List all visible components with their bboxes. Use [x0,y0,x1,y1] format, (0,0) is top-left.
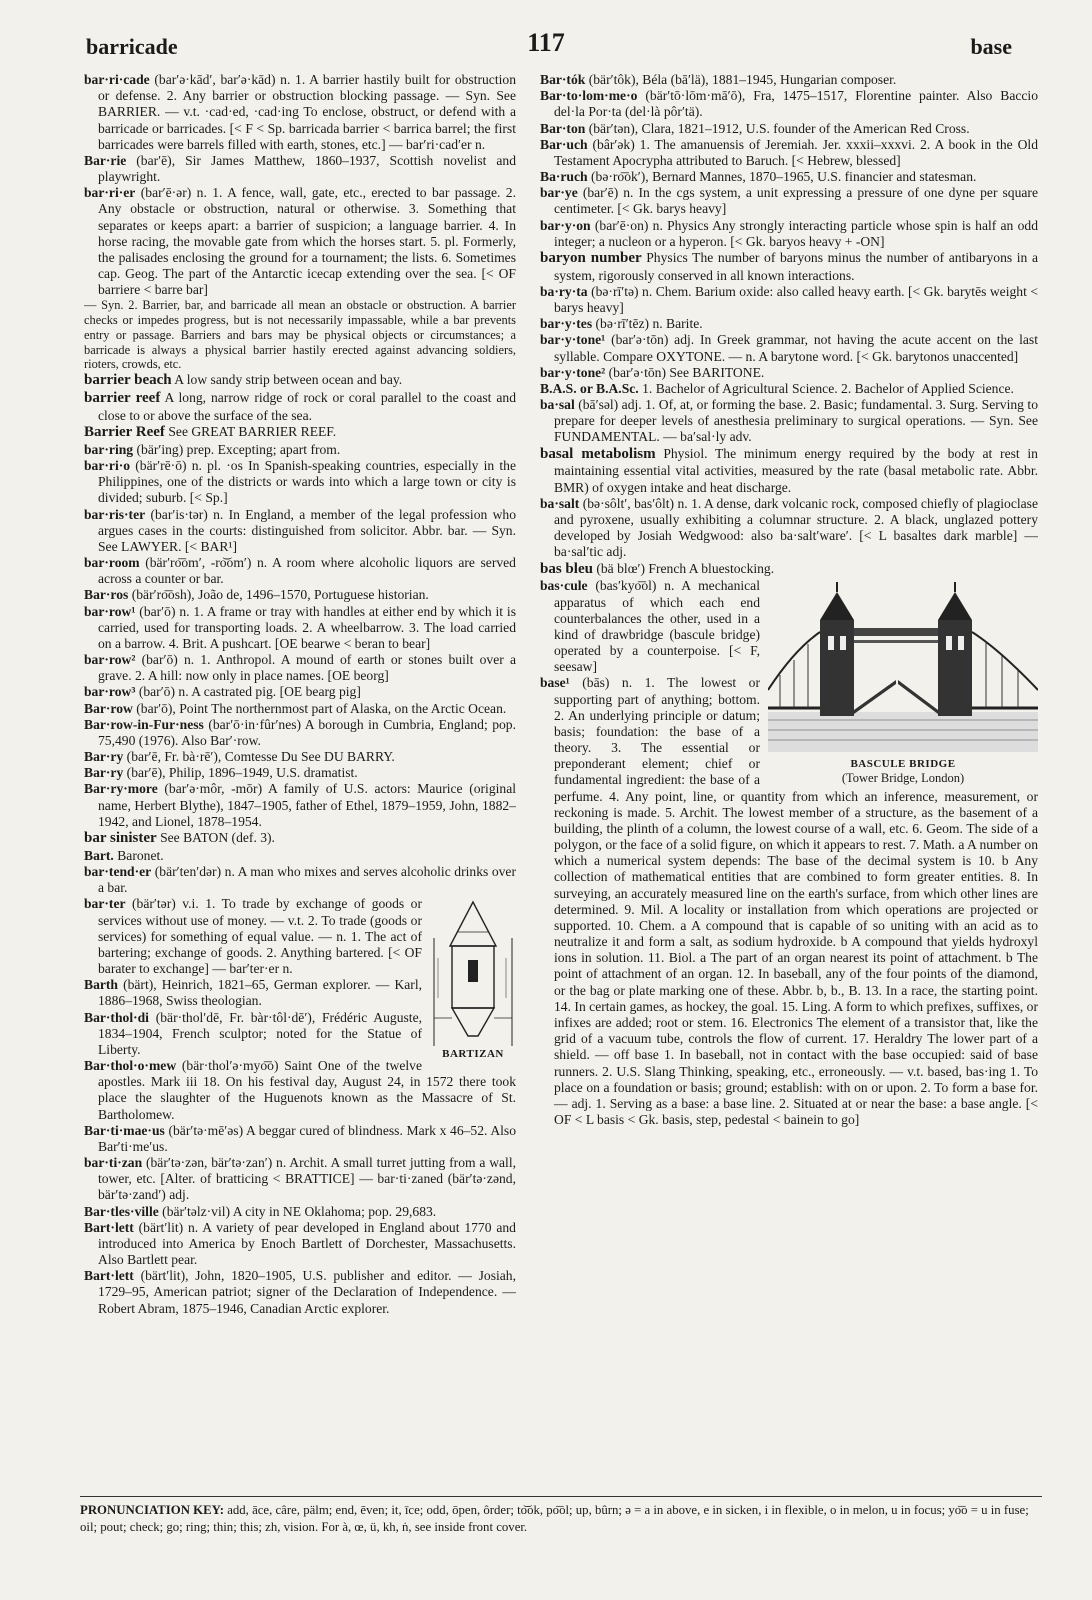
entry: bar·y·tone¹ (bar′ə·tōn) adj. In Greek grammar, not having the acute accent on the last syllable. Compare OXYTONE. — n. A barytone word. [< Gk. barytonos unaccented] [540,332,1038,364]
page-number: 117 [527,28,565,57]
entry: bas·cule (bas′kyo͞ol) n. A mechanical apparatus of which each end counterbalances the other, used in a kind of drawbridge (bascule bridge) operated by a counterpoise. [< F, seesaw] [540,578,760,675]
tower-bridge-illustration [768,580,1038,758]
entry: bar·y·tes (bə·rī′tēz) n. Barite. [540,316,703,332]
bartizan-caption: BARTIZAN [442,1048,504,1061]
entry: bas bleu (bä blœ′) French A bluestocking. [540,560,775,577]
entry: bar·room (bär′ro͞om′, -ro͝om′) n. A room where alcoholic liquors are served across a counter or bar. [84,555,516,587]
entry: Bar·thol·o·mew (bär·thol′ə·myo͞o) Saint One of the twelve apostles. Mark iii 18. On his festival day, August 24, in 1572 there took place the slaughter of the Huguenots known as the Massacre of St. Bartholomew. [84,1058,516,1122]
entry: baryon number Physics The number of baryons minus the number of antibaryons in a system, rigorously conserved in all known interactions. [540,249,1038,283]
entry: bar·ris·ter (bar′is·tər) n. In England, a member of the legal profession who argues cases in the courts: distinguished from solicitor. Abbr. bar. — Syn. See LAWYER. [< BAR¹] [84,506,516,554]
entry: Bar·ry (bar′ē, Fr. bà·rē′), Comtesse Du See DU BARRY. [84,749,395,765]
entry: bar·y·tone² (bar′ə·tōn) See BARITONE. [540,364,765,380]
entry: Bar·uch (bâr′ək) 1. The amanuensis of Jeremiah. Jer. xxxii–xxxvi. 2. A book in the Old Testament Apocrypha attributed to Baruch. [< Hebrew, blessed] [540,136,1038,168]
entry: Barrier Reef See GREAT BARRIER REEF. [84,424,337,441]
bascule-caption: BASCULE BRIDGE [850,758,956,771]
guide-word-left: barricade [86,34,178,59]
entry: Bar·row (bar′ō), Point The northernmost part of Alaska, on the Arctic Ocean. [84,700,507,716]
bascule-figure [768,580,1038,786]
entry: Bar·ros (bär′ro͞osh), João de, 1496–1570, Portuguese historian. [84,587,429,603]
bartizan-illustration [430,898,516,1048]
entry: bar·y·on (bar′ē·on) n. Physics Any strongly interacting particle whose spin is half an odd integer; a nucleon or a hyperon. [< Gk. baryos heavy + -ON] [540,217,1038,249]
entry: Bar·ry (bar′ē), Philip, 1896–1949, U.S. dramatist. [84,765,358,781]
entry: ba·ry·ta (bə·rī′tə) n. Chem. Barium oxide: also called heavy earth. [< Gk. barytēs weight < barys heavy] [540,283,1038,316]
entry: Bar·ry·more (bar′ə·môr, -mōr) A family of U.S. actors: Maurice (original name, Herbert Blythe), 1847–1905, father of Ethel, 1879–1959, John, 1882–1942, and Lionel, 1878–1954. [84,781,516,829]
page-header [80,24,1012,68]
pronunciation-key [80,1496,1042,1535]
entry: bar·ri·cade (bar′ə·kād′, bar′ə·kād) n. 1. A barrier hastily built for obstruction or defense. 2. Any barrier or obstruction blocking passage. — Syn. See BARRIER. — v.t. ·cad·ed, ·cad·ing To enclose, obstruct, or defend with a barricade or barricades. [< F < Sp. barricada barrier < barrica barrel; the first barricades were barrels filled with earth, stones, etc.] — bar′ri·cad′er n. [84,72,516,152]
entry: Bar·row-in-Fur·ness (bar′ō·in·fûr′nes) A borough in Cumbria, England; pop. 75,490 (1976). Also Bar′·row. [84,716,516,748]
entry: ba·salt (bə·sôlt′, bas′ôlt) n. 1. A dense, dark volcanic rock, composed chiefly of plagioclase and pyroxene, usually exhibiting a columnar structure. 2. A black, unglazed pottery developed by Josiah Wedgwood: also ba·salt′ware′. [< L basaltes dark marble] — ba·sal′tic adj. [540,495,1038,560]
entry: bar·ter (bär′tər) v.i. 1. To trade by exchange of goods or services without use of money. — v.t. 2. To trade (goods or services) for something of equal value. — n. 1. The act of bartering; exchange of goods. 2. Anything bartered. [< OF barater to exchange] — bar′ter·er n. [84,896,422,977]
synonym-note: — Syn. 2. Barrier, bar, and barricade all mean an obstacle or obstruction. A barrier checks or impedes progress, but is not necessarily impassable, while a bar prevents entry or passage. Barriers and bars may be physical objects or circumstances; a barricade is always a physical barrier hastily erected against advancing soldiers, rioters, crowds, etc. [84,298,516,372]
entry: bar·row³ (bar′ō) n. A castrated pig. [OE bearg pig] [84,684,361,700]
entry: bar·tend·er (bär′ten′dər) n. A man who mixes and serves alcoholic drinks over a bar. [84,864,516,896]
guide-word-right: base [970,34,1012,59]
entry: basal metabolism Physiol. The minimum energy required by the body at rest in maintaining essential vital activities, measured by the rate (basal metabolic rate. Abbr. BMR) of oxygen intake and heat discharge. [540,445,1038,495]
right-column [540,72,1038,1492]
entry: Ba·ruch (bə·ro͞ok′), Bernard Mannes, 1870–1965, U.S. financier and statesman. [540,169,977,185]
entry: bar·row² (bar′ō) n. 1. Anthropol. A mound of earth or stones built over a grave. 2. A hill: now only in place names. [OE beorg] [84,652,516,684]
entry: bar·ri·er (bar′ē·ər) n. 1. A fence, wall, gate, etc., erected to bar passage. 2. Any obstacle or obstruction, natural or otherwise. 3. Something that separates or keeps apart: a barrier of suspicion; a language barrier. 4. In horse racing, the movable gate from which the horses start. 5. pl. Formerly, the palisades enclosing the ground for a tournament; the lists. 6. Sometimes cap. Geog. The part of the Antarctic icecap extending over the sea. [< OF barriere < barre bar] [84,185,516,298]
entry: bar·row¹ (bar′ō) n. 1. A frame or tray with handles at either end by which it is carried, used for transporting loads. 2. A wheelbarrow. 3. The load carried on a barrow. 4. Brit. A pushcart. [OE bearwe < beran to bear] [84,603,516,651]
entry: bar·ti·zan (bär′tə·zən, bär′tə·zan′) n. Archit. A small turret jutting from a wall, tower, etc. [Alter. of bratticing < BRATTICE] — bar·ti·zaned (bär′tə·zənd, bär′tə·zand′) adj. [84,1155,516,1203]
entry: ba·sal (bā′səl) adj. 1. Of, at, or forming the base. 2. Basic; fundamental. 3. Surg. Serving to prepare for deeper levels of anesthesia preliminary to surgical operations. — Syn. See FUNDAMENTAL. — ba′sal·ly adv. [540,397,1038,445]
entry: Bar·to·lom·me·o (bär′tō·lōm·mā′ō), Fra, 1475–1517, Florentine painter. Also Baccio del·la Por·ta (del·là pôr′tä). [540,88,1038,120]
entry: Bar·tók (bär′tôk), Béla (bā′lä), 1881–1945, Hungarian composer. [540,72,897,87]
entry: barrier beach A low sandy strip between ocean and bay. [84,372,403,389]
entry: Bar·rie (bar′ē), Sir James Matthew, 1860–1937, Scottish novelist and playwright. [84,152,516,185]
entry: bar·ri·o (bär′rē·ō) n. pl. ·os In Spanish-speaking countries, especially in the Philippines, one of the districts or wards into which a large town or city is divided; suburb. [< Sp.] [84,458,516,506]
entry: Bar·ton (bär′tən), Clara, 1821–1912, U.S. founder of the American Red Cross. [540,120,970,136]
entry: Bart. Baronet. [84,847,164,863]
pronunciation-key-label: PRONUNCIATION KEY: [80,1503,224,1517]
entry: bar sinister See BATON (def. 3). [84,829,275,846]
entry: base¹ (bās) n. 1. The lowest or supporting part of anything; bottom. 2. An underlying principle or datum; basis; foundation: the base of a theory. 3. The essential or preponderant element; chief or fundamental ingredient: the base of a perfume. 4. Any point, line, or quantity from which an inference, measurement, or reckoning is made. 5. Archit. The lowest member of a structure, as the basement of a building, the plinth of a column, the lowest course of a wall, etc. 6. Geom. The side of a polygon, or the face of a solid figure, on which it appears to rest. 7. Math. a A number on which a numerical system depends: The base of the decimal system is 10. b Any collection of mathematical entities that are combined to form greater entities. 8. In surveying, an accurately measured line on the earth's surface, from which other lines are determined. 9. Mil. A locality or installation from which operations are projected or supported. 10. Chem. a A compound that is capable of so uniting with an acid as to neutralize it and form a salt, as sodium hydroxide. b A compound that yields hydroxyl ions in solution. 11. Biol. a The part of an organ nearest its point of attachment. b The point of attachment of an organ. 12. In baseball, any of the four points of the diamond, or the bag or plate marking one of these. Abbr. b, b., B. 13. In a race, the starting point. 14. In certain games, as hockey, the goal. 15. Ling. A form to which prefixes, suffixes, or infixes are added; root or stem. 16. Electronics The element of a transistor that, like the grid of a vacuum tube, controls the flow of current. 17. Heraldry The lower part of a shield. — off base 1. In baseball, not in contact with the base occupied: said of base runners. 2. U.S. Slang Thinking, speaking, etc., erroneously. — v.t. based, bas·ing 1. To place on a foundation or basis; ground; establish: with on or upon. 2. To form a base for. — adj. 1. Serving as a base: a base line. 2. Situated at or near the base: a base angle. [< OF < L basis < Gk. basis, step, pedestal < bainein to go] [540,675,1038,1128]
entry: B.A.S. or B.A.Sc. 1. Bachelor of Agricultural Science. 2. Bachelor of Applied Science. [540,380,1014,396]
entry: bar·ring (bär′ing) prep. Excepting; apart from. [84,441,341,457]
left-column [84,72,516,1492]
entry: bar·ye (bar′ē) n. In the cgs system, a unit expressing a pressure of one dyne per square centimeter. [< Gk. barys heavy] [540,185,1038,217]
entry: Barth (bärt), Heinrich, 1821–65, German explorer. — Karl, 1886–1968, Swiss theologian. [84,977,422,1009]
entry: Bar·thol·di (bär·thol′dē, Fr. bàr·tôl·dē′), Frédéric Auguste, 1834–1904, French sculptor; noted for the Statue of Liberty. [84,1009,422,1057]
entry: Bar·tles·ville (bär′təlz·vil) A city in NE Oklahoma; pop. 29,683. [84,1203,437,1219]
bascule-subcaption: (Tower Bridge, London) [841,771,965,786]
pronunciation-key-text: add, āce, câre, pälm; end, ēven; it, īce; odd, ōpen, ôrder; to͝ok, po͞ol; up, bûrn; ə = a in above, e in sicken, i in flexible, o in melon, u in focus; yo͞o = u in fuse; oil; pout; check; go; ring; thin; this; zh, vision. For à, œ, ü, kh, ṅ, see inside front cover. [80,1503,1029,1534]
entry: Bart·lett (bärt′lit), John, 1820–1905, U.S. publisher and editor. — Josiah, 1729–95, American patriot; signer of the Declaration of Independence. — Robert Abram, 1875–1946, Canadian Arctic explorer. [84,1268,516,1316]
entry: Bar·ti·mae·us (bär′tə·mē′əs) A beggar cured of blindness. Mark x 46–52. Also Bar′ti·me′us. [84,1122,516,1154]
entry: Bart·lett (bärt′lit) n. A variety of pear developed in England about 1770 and introduced into America by Enoch Bartlett of Dorchester, Massachusetts. Also Bartlett pear. [84,1219,516,1268]
bartizan-figure [430,898,516,1061]
entry: barrier reef A long, narrow ridge of rock or coral parallel to the coast and close to or above the surface of the sea. [84,390,516,423]
